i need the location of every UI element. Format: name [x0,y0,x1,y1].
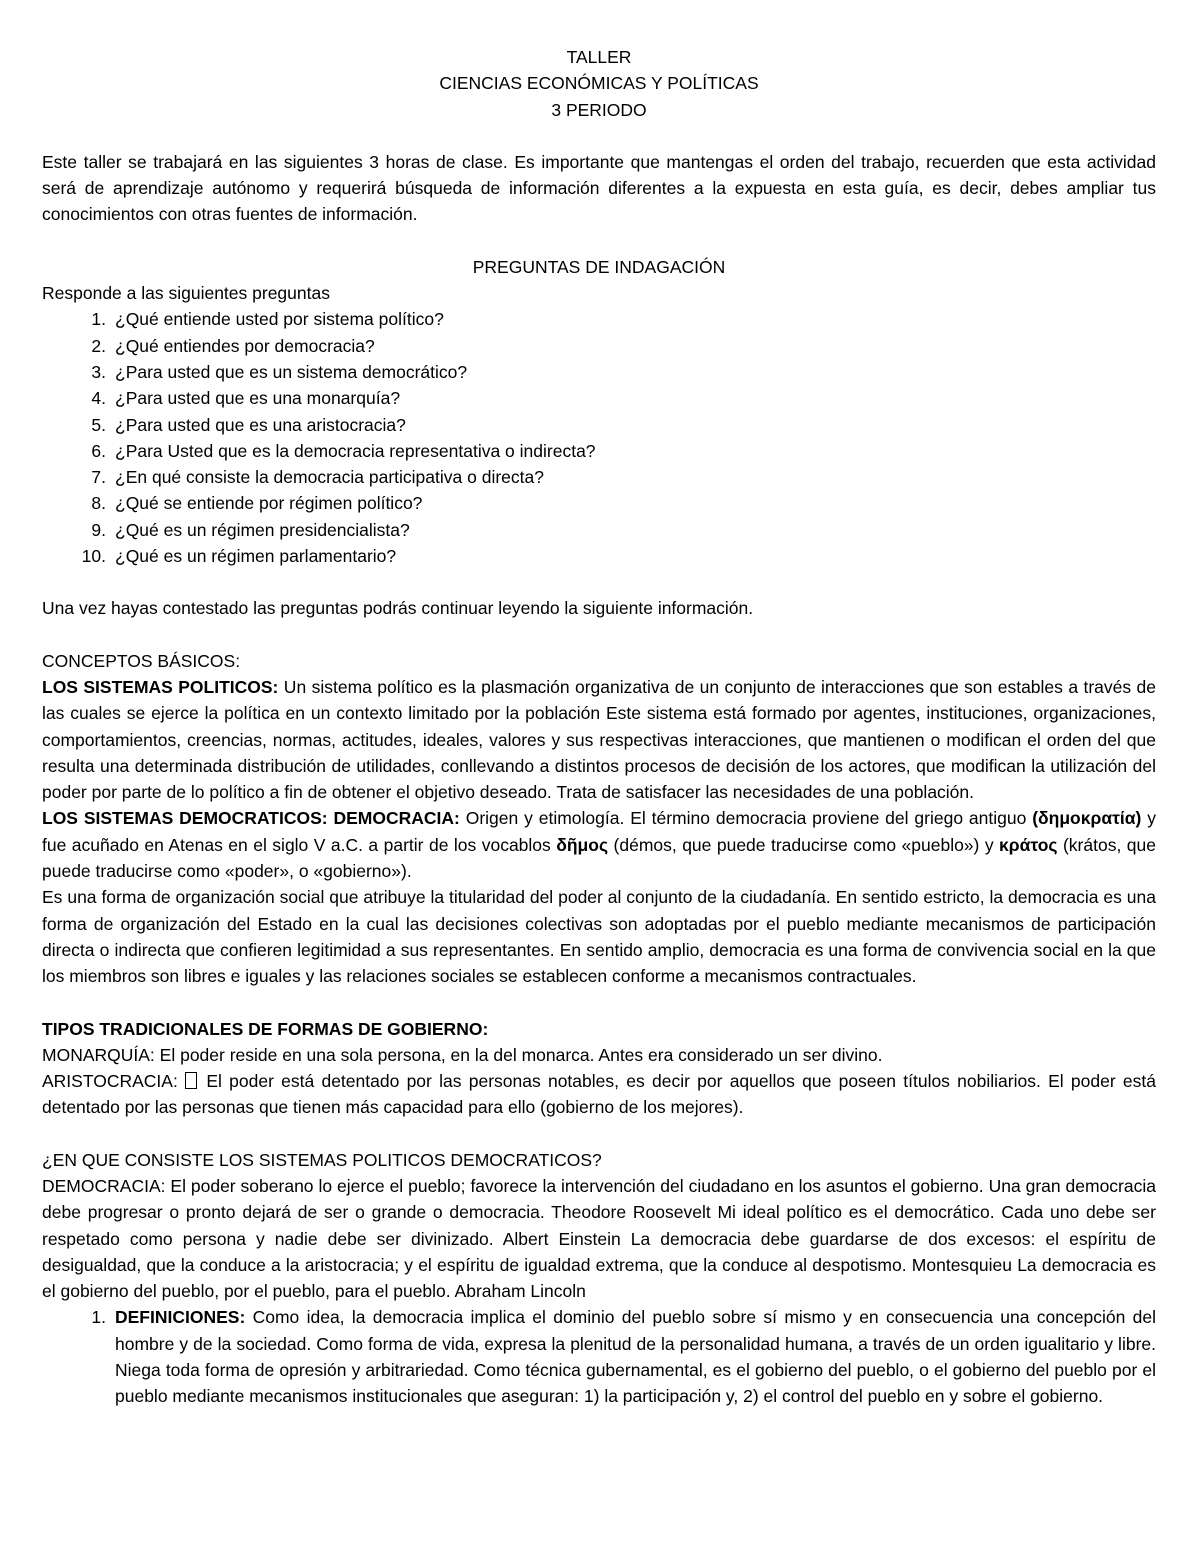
list-item [42,359,1156,385]
question-text: ¿Para usted que es una aristocracia? [115,414,406,435]
list-number: 5. [91,414,106,435]
question-text: ¿Qué entiendes por democracia? [115,335,375,356]
sistemas-politicos-label: LOS SISTEMAS POLITICOS: [42,676,279,697]
conceptos-heading: CONCEPTOS BÁSICOS: [42,650,241,671]
aristocracia-text: El poder está detentado por las personas notables, es decir por aquellos que poseen títulos nobiliarios. El poder está detentado por las personas que tienen más capacidad para ello (gobierno de los mejores). [42,1071,1156,1118]
question-text: ¿En qué consiste la democracia participativa o directa? [115,467,544,488]
list-item [42,517,1156,543]
list-item [42,385,1156,411]
greek-demokratia: (δημοκρατία) [1032,808,1142,829]
question-text: ¿Qué es un régimen parlamentario? [115,546,397,567]
question-text: ¿Qué es un régimen presidencialista? [115,519,410,540]
democracia-paragraph [42,1173,1156,1304]
definiciones-label: DEFINICIONES: [115,1307,246,1328]
definiciones-text: Como idea, la democracia implica el dominio del pueblo sobre sí mismo y en consecuencia una concepción del hombre y de la sociedad. Como forma de vida, expresa la plenitud de la personalidad humana, a través de un orden igualitario y libre. Niega toda forma de opresión y arbitrariedad. Como técnica gubernamental, es el gobierno del pueblo, o el gobierno del pueblo por el pueblo mediante mecanismos institucionales que aseguran: 1) la participación y, 2) el control del pueblo en y sobre el gobierno. [115,1307,1156,1407]
doc-period: 3 PERIODO [551,99,647,120]
definiciones-list [42,1304,1156,1409]
document-page [42,44,1156,1410]
democracia-label: DEMOCRACIA: [42,1175,166,1196]
list-number: 8. [91,493,106,514]
list-item [42,543,1156,569]
list-number: 10. [81,546,106,567]
greek-kratos: κράτος [999,834,1058,855]
sistemas-politicos-text: Un sistema político es la plasmación organizativa de un conjunto de interacciones que son estables a través de las cuales se ejerce la política en un contexto limitado por la población Este sistema está formado por agentes, instituciones, organizaciones, comportamientos, creencias, normas, actitudes, ideales, valores y sus respectivas interacciones, que mantienen o modifican el orden del que resulta una determinada distribución de utilidades, conllevando a distintos procesos de decisión de los actores, que modifican la utilización del poder por parte de lo político a fin de obtener el objetivo deseado. Trata de satisfacer las necesidades de una población. [42,676,1156,803]
aristocracia-label: ARISTOCRACIA: [42,1071,178,1092]
questions-list [42,306,1156,569]
questions-lead: Responde a las siguientes preguntas [42,283,330,304]
sd-text-1: Origen y etimología. El término democracia proviene del griego antiguo [459,808,1033,829]
tipos-heading [42,1016,1156,1042]
list-number: 9. [91,519,106,540]
sd-text-4: (krátos, que puede traducirse como «poder», o «gobierno»). [42,834,1156,882]
list-item [42,306,1156,332]
democracia-text: El poder soberano lo ejerce el pueblo; favorece la intervención del ciudadano en los asuntos el gobierno. Una gran democracia debe progresar o pronto dejará de ser o grande o democracia. Theodore Roosevelt Mi ideal político es el democrático. Cada uno debe ser respetado como persona y nadie debe ser divinizado. Albert Einstein La democracia debe guardarse de dos excesos: el espíritu de desigualdad, que la conduce a la aristocracia; y el espíritu de igualdad extrema, que la conduce al despotismo. Montesquieu La democracia es el gobierno del pueblo, por el pueblo, para el pueblo. Abraham Lincoln [42,1175,1156,1302]
list-item [42,438,1156,464]
monarquia-label: MONARQUÍA: [42,1044,155,1065]
sistemas-democraticos-paragraph [42,805,1156,884]
aristocracia-paragraph [42,1068,1156,1121]
list-item [42,333,1156,359]
doc-title: TALLER [566,47,632,67]
monarquia-text: El poder reside en una sola persona, en la del monarca. Antes era considerado un ser divino. [154,1044,883,1065]
question-text: ¿Para usted que es un sistema democrático? [115,361,468,382]
list-number: 1. [91,1307,106,1328]
sistemas-democraticos-label: LOS SISTEMAS DEMOCRATICOS: DEMOCRACIA: [42,808,460,829]
sd-text-3: (démos, que puede traducirse como «pueblo») y [608,834,1000,855]
question-text: ¿Para Usted que es la democracia representativa o indirecta? [115,440,596,461]
list-item [42,412,1156,438]
question-text: ¿Qué entiende usted por sistema político? [115,309,444,330]
intro-paragraph: Este taller se trabajará en las siguientes 3 horas de clase. Es importante que mantengas el orden del trabajo, recuerden que esta actividad será de aprendizaje autónomo y requerirá búsqueda de información diferentes a la expuesta en esta guía, es decir, debes ampliar tus conocimientos con otras fuentes de información. [42,151,1156,225]
sistemas-politicos-paragraph [42,674,1156,805]
list-number: 4. [91,388,106,409]
list-number: 2. [91,335,106,356]
consiste-heading: ¿EN QUE CONSISTE LOS SISTEMAS POLITICOS DEMOCRATICOS? [42,1149,602,1170]
missing-glyph-icon [185,1072,197,1089]
list-item [42,490,1156,516]
question-text: ¿Qué se entiende por régimen político? [115,493,423,514]
question-text: ¿Para usted que es una monarquía? [115,388,401,409]
questions-heading: PREGUNTAS DE INDAGACIÓN [472,256,726,277]
democracia-definition-paragraph: Es una forma de organización social que atribuye la titularidad del poder al conjunto de la ciudadanía. En sentido estricto, la democracia es una forma de organización del Estado en la cual las decisiones colectivas son adoptadas por el pueblo mediante mecanismos de participación directa o indirecta que confieren legitimidad a sus representantes. En sentido amplio, democracia es una forma de convivencia social en la que los miembros son libres e iguales y las relaciones sociales se establecen conforme a mecanismos contractuales. [42,887,1156,987]
doc-subject: CIENCIAS ECONÓMICAS Y POLÍTICAS [439,73,759,94]
sd-text-2: y fue acuñado en Atenas en el siglo V a.C. a partir de los vocablos [42,808,1156,855]
monarquia-paragraph [42,1042,1156,1068]
list-number: 1. [91,309,106,330]
list-number: 7. [91,467,106,488]
list-item [42,1304,1156,1409]
list-number: 6. [91,440,106,461]
questions-after: Una vez hayas contestado las preguntas podrás continuar leyendo la siguiente información. [42,598,754,619]
tipos-heading-text: TIPOS TRADICIONALES DE FORMAS DE GOBIERNO: [42,1018,489,1039]
greek-demos: δῆμος [556,834,609,855]
list-item [42,464,1156,490]
list-number: 3. [91,361,106,382]
